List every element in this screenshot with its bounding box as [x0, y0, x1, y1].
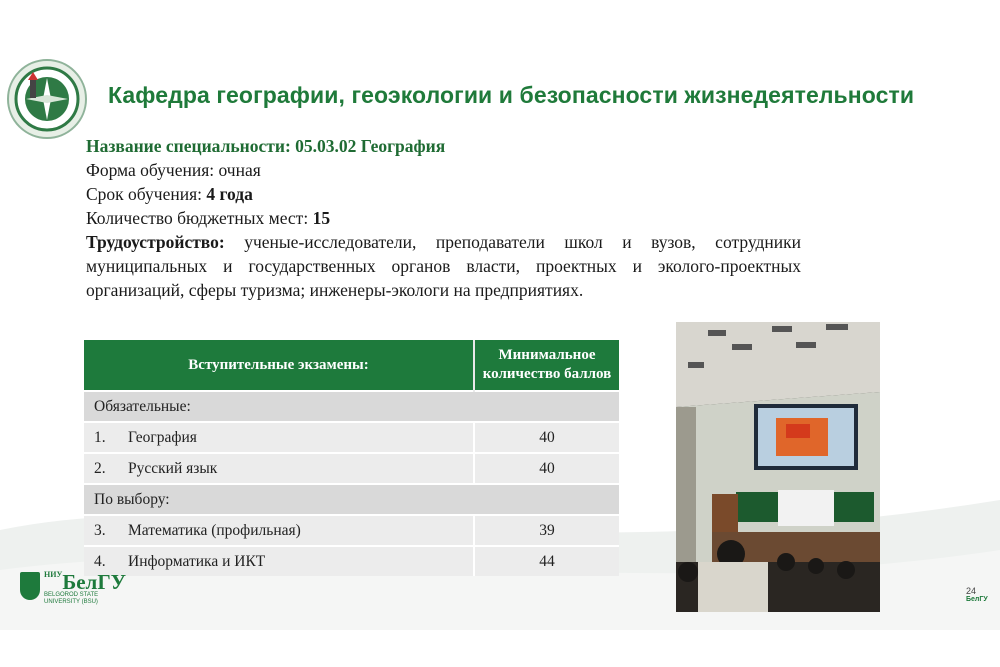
- university-logo: [20, 570, 127, 606]
- table-row: [84, 515, 619, 546]
- table-header-row: [84, 340, 619, 391]
- budget-places-line: [86, 206, 801, 230]
- duration-value: 4 года: [206, 184, 253, 204]
- row-subject: Русский язык: [128, 453, 474, 484]
- table-row: [84, 453, 619, 484]
- table-group-row: [84, 391, 619, 422]
- specialty-name-value: 05.03.02 География: [295, 136, 446, 156]
- row-subject: География: [128, 422, 474, 453]
- page-number: 24: [966, 586, 977, 596]
- row-number: 2.: [84, 453, 128, 484]
- employment-paragraph: [86, 230, 801, 302]
- university-brand-small: НИУ: [44, 570, 63, 579]
- entrance-exams-table: [84, 340, 619, 576]
- budget-places-label: Количество бюджетных мест:: [86, 208, 309, 228]
- exams-column-header: Вступительные экзамены:: [84, 340, 474, 391]
- study-form-value: очная: [218, 160, 261, 180]
- duration-label: Срок обучения:: [86, 184, 202, 204]
- study-form-label: Форма обучения:: [86, 160, 215, 180]
- budget-places-value: 15: [312, 208, 331, 228]
- study-form-line: [86, 158, 801, 182]
- employment-value: ученые-исследователи, преподаватели школ и вузов, сотрудники муниципальных и государственных органов власти, проектных и эколого-проектных организаций, сферы туризма; инженеры-экологи на предприятиях.: [86, 232, 802, 300]
- row-score: 39: [474, 515, 619, 546]
- min-score-header-line2: количество баллов: [482, 366, 612, 382]
- university-subtitle: [44, 592, 98, 606]
- table-row: [84, 422, 619, 453]
- row-score: 40: [474, 453, 619, 484]
- table-group-row: [84, 484, 619, 515]
- classroom-photo: [676, 322, 880, 612]
- group-label-mandatory: Обязательные:: [84, 391, 619, 422]
- specialty-info: [86, 134, 801, 302]
- mini-university-logo: БелГУ: [966, 596, 988, 603]
- university-brand-text: БелГУ: [62, 570, 127, 594]
- row-number: 4.: [84, 546, 128, 576]
- university-subtitle-line2: UNIVERSITY (BSU): [44, 599, 98, 605]
- row-score: 40: [474, 422, 619, 453]
- employment-label: Трудоустройство:: [86, 232, 225, 252]
- duration-line: [86, 182, 801, 206]
- row-score: 44: [474, 546, 619, 576]
- min-score-header-line1: Минимальное: [498, 347, 596, 363]
- bsu-shield-icon: [20, 572, 40, 600]
- min-score-column-header: [474, 340, 619, 391]
- specialty-name-line: [86, 134, 801, 158]
- table-row: [84, 546, 619, 576]
- row-subject: Математика (профильная): [128, 515, 474, 546]
- row-number: 1.: [84, 422, 128, 453]
- row-subject: Информатика и ИКТ: [128, 546, 474, 576]
- group-label-optional: По выбору:: [84, 484, 619, 515]
- university-subtitle-line1: BELGOROD STATE: [44, 592, 99, 598]
- specialty-name-label: Название специальности:: [86, 136, 291, 156]
- row-number: 3.: [84, 515, 128, 546]
- page-title: Кафедра географии, геоэкологии и безопасности жизнедеятельности: [108, 82, 915, 108]
- department-logo-icon: [6, 58, 88, 140]
